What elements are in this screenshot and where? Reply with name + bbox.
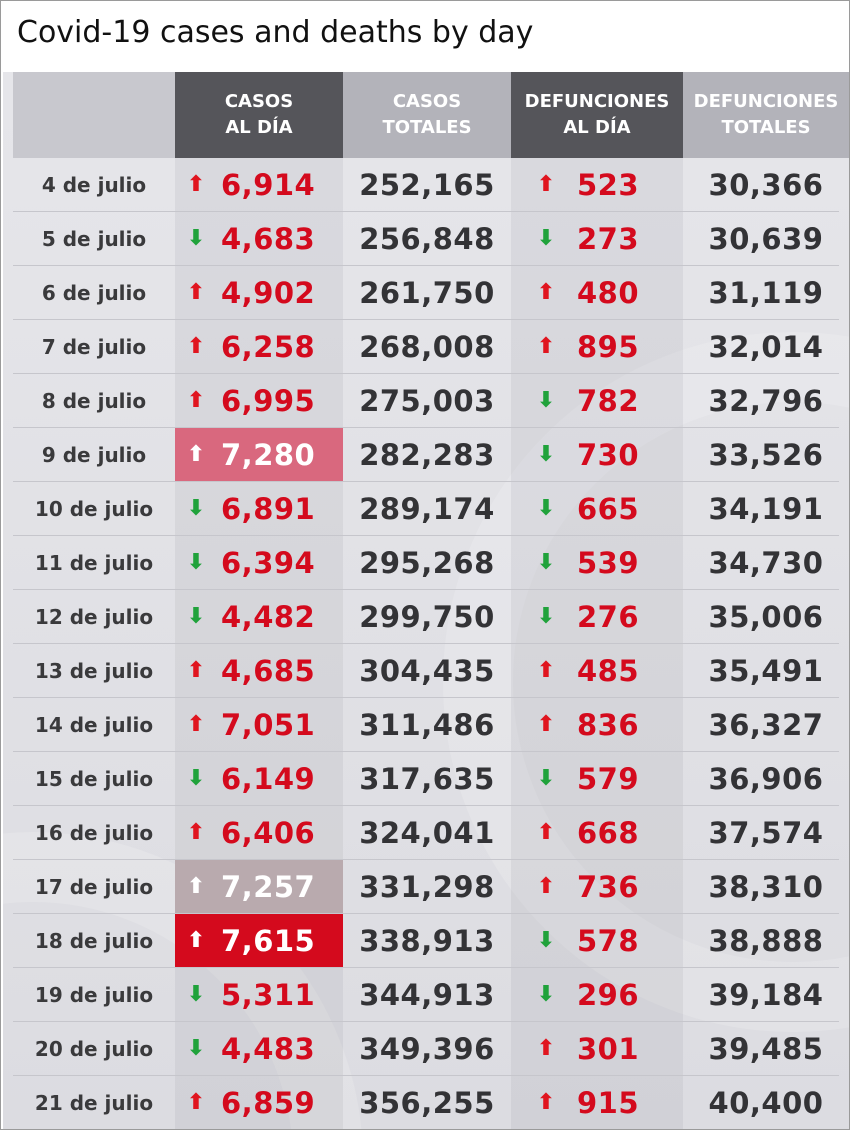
row-date: 5 de julio	[41, 227, 147, 251]
total-deaths-cell	[683, 428, 849, 482]
daily-deaths-value: 668	[577, 815, 640, 850]
daily-cases-cell	[181, 590, 343, 643]
daily-cases-value: 5,311	[221, 977, 316, 1012]
total-cases-cell	[343, 320, 511, 374]
daily-cases-cell	[175, 860, 343, 913]
total-cases-cell	[343, 1022, 511, 1076]
table-row	[3, 644, 849, 698]
arrow-down-icon: ⬇	[536, 388, 556, 413]
total-deaths-cell	[683, 320, 849, 374]
arrow-down-icon: ⬇	[186, 766, 206, 791]
daily-deaths-value: 301	[577, 1031, 640, 1066]
arrow-down-icon: ⬇	[186, 604, 206, 629]
arrow-up-icon: ⬆	[536, 280, 556, 305]
total-deaths-value: 32,796	[708, 384, 824, 418]
arrow-up-icon: ⬆	[536, 1090, 556, 1115]
daily-deaths-cell	[531, 536, 683, 589]
daily-deaths-value: 836	[577, 707, 640, 742]
total-deaths-cell	[683, 968, 849, 1022]
arrow-down-icon: ⬇	[536, 550, 556, 575]
row-date: 9 de julio	[41, 443, 147, 467]
daily-deaths-cell	[531, 590, 683, 643]
total-cases-value: 331,298	[359, 870, 495, 904]
daily-cases-value: 6,891	[221, 491, 316, 526]
daily-cases-value: 4,685	[221, 653, 316, 688]
total-deaths-value: 38,310	[708, 870, 824, 904]
arrow-down-icon: ⬇	[186, 982, 206, 1007]
total-cases-value: 356,255	[359, 1086, 495, 1120]
total-deaths-value: 36,906	[708, 762, 824, 796]
total-deaths-value: 35,491	[708, 654, 824, 688]
total-cases-value: 311,486	[359, 708, 495, 742]
row-date: 18 de julio	[34, 929, 154, 953]
table-row	[3, 158, 849, 212]
total-cases-value: 324,041	[359, 816, 495, 850]
total-deaths-cell	[683, 482, 849, 536]
total-deaths-cell	[683, 590, 849, 644]
row-date: 15 de julio	[34, 767, 154, 791]
daily-cases-cell	[181, 320, 343, 373]
daily-cases-value: 4,683	[221, 221, 316, 256]
arrow-up-icon: ⬆	[536, 658, 556, 683]
arrow-up-icon: ⬆	[536, 820, 556, 845]
total-deaths-cell	[683, 1076, 849, 1129]
daily-cases-value: 6,258	[221, 329, 316, 364]
table-row	[3, 914, 849, 968]
row-date: 14 de julio	[34, 713, 154, 737]
total-deaths-cell	[683, 752, 849, 806]
total-deaths-value: 39,184	[708, 978, 824, 1012]
daily-deaths-cell	[531, 482, 683, 535]
daily-deaths-value: 736	[577, 869, 640, 904]
daily-cases-cell	[181, 698, 343, 751]
table-row	[3, 212, 849, 266]
daily-deaths-value: 480	[577, 275, 640, 310]
arrow-down-icon: ⬇	[536, 442, 556, 467]
daily-cases-cell	[181, 212, 343, 265]
total-cases-cell	[343, 644, 511, 698]
table-row	[3, 806, 849, 860]
total-deaths-value: 37,574	[708, 816, 824, 850]
total-deaths-value: 35,006	[708, 600, 824, 634]
total-deaths-cell	[683, 266, 849, 320]
daily-cases-value: 6,995	[221, 383, 316, 418]
daily-cases-cell	[181, 968, 343, 1021]
daily-deaths-cell	[531, 212, 683, 265]
total-cases-cell	[343, 266, 511, 320]
daily-cases-value: 7,280	[221, 437, 316, 472]
daily-deaths-value: 915	[577, 1085, 640, 1120]
table-row	[3, 536, 849, 590]
daily-deaths-cell	[531, 1076, 683, 1129]
daily-deaths-cell	[531, 266, 683, 319]
table-row	[3, 590, 849, 644]
daily-deaths-value: 665	[577, 491, 640, 526]
total-cases-cell	[343, 590, 511, 644]
daily-deaths-value: 523	[577, 167, 640, 202]
total-deaths-value: 31,119	[708, 276, 824, 310]
daily-cases-value: 6,406	[221, 815, 316, 850]
table-row	[3, 320, 849, 374]
total-deaths-cell	[683, 158, 849, 212]
arrow-up-icon: ⬆	[186, 658, 206, 683]
total-cases-value: 349,396	[359, 1032, 495, 1066]
daily-cases-cell	[181, 536, 343, 589]
daily-deaths-cell	[531, 320, 683, 373]
daily-cases-value: 6,394	[221, 545, 316, 580]
daily-deaths-cell	[531, 428, 683, 481]
row-date: 4 de julio	[41, 173, 147, 197]
daily-deaths-cell	[531, 158, 683, 211]
total-cases-value: 344,913	[359, 978, 495, 1012]
daily-deaths-value: 579	[577, 761, 640, 796]
total-cases-value: 295,268	[359, 546, 495, 580]
arrow-up-icon: ⬆	[186, 928, 206, 953]
column-header-casos-totales: CASOS TOTALES	[343, 72, 511, 158]
arrow-up-icon: ⬆	[186, 712, 206, 737]
arrow-up-icon: ⬆	[186, 820, 206, 845]
total-cases-cell	[343, 536, 511, 590]
row-date: 20 de julio	[34, 1037, 154, 1061]
total-cases-value: 275,003	[359, 384, 495, 418]
daily-deaths-cell	[531, 698, 683, 751]
row-date: 6 de julio	[41, 281, 147, 305]
table-row	[3, 374, 849, 428]
arrow-down-icon: ⬇	[186, 550, 206, 575]
total-cases-cell	[343, 860, 511, 914]
total-cases-value: 252,165	[359, 168, 495, 202]
total-deaths-cell	[683, 374, 849, 428]
daily-cases-value: 4,483	[221, 1031, 316, 1066]
total-cases-cell	[343, 806, 511, 860]
total-deaths-cell	[683, 806, 849, 860]
row-date: 10 de julio	[34, 497, 154, 521]
page-title: Covid-19 cases and deaths by day	[17, 15, 534, 50]
total-cases-cell	[343, 968, 511, 1022]
daily-deaths-cell	[531, 752, 683, 805]
daily-cases-cell	[181, 158, 343, 211]
data-table	[3, 72, 849, 1129]
total-cases-value: 338,913	[359, 924, 495, 958]
arrow-down-icon: ⬇	[536, 226, 556, 251]
column-header-date	[13, 72, 175, 158]
arrow-down-icon: ⬇	[536, 604, 556, 629]
total-cases-cell	[343, 158, 511, 212]
daily-cases-cell	[181, 806, 343, 859]
row-date: 19 de julio	[34, 983, 154, 1007]
table-row	[3, 1022, 849, 1076]
total-deaths-value: 38,888	[708, 924, 824, 958]
daily-deaths-cell	[531, 374, 683, 427]
total-deaths-cell	[683, 860, 849, 914]
total-cases-value: 268,008	[359, 330, 495, 364]
daily-cases-cell	[181, 266, 343, 319]
total-cases-value: 317,635	[359, 762, 495, 796]
daily-cases-value: 6,914	[221, 167, 316, 202]
row-date: 13 de julio	[34, 659, 154, 683]
arrow-down-icon: ⬇	[186, 496, 206, 521]
arrow-up-icon: ⬆	[186, 442, 206, 467]
daily-deaths-cell	[531, 860, 683, 913]
daily-deaths-value: 276	[577, 599, 640, 634]
row-date: 21 de julio	[34, 1091, 154, 1115]
total-deaths-cell	[683, 212, 849, 266]
total-deaths-cell	[683, 698, 849, 752]
daily-cases-cell	[181, 374, 343, 427]
total-cases-value: 304,435	[359, 654, 495, 688]
daily-deaths-value: 539	[577, 545, 640, 580]
column-header-def-dia: DEFUNCIONES AL DÍA	[511, 72, 683, 158]
total-deaths-value: 30,366	[708, 168, 824, 202]
arrow-down-icon: ⬇	[536, 928, 556, 953]
daily-deaths-value: 296	[577, 977, 640, 1012]
table-row	[3, 266, 849, 320]
total-deaths-cell	[683, 536, 849, 590]
daily-cases-value: 6,149	[221, 761, 316, 796]
column-header-def-totales: DEFUNCIONES TOTALES	[683, 72, 849, 158]
daily-cases-value: 7,257	[221, 869, 316, 904]
daily-deaths-value: 730	[577, 437, 640, 472]
arrow-down-icon: ⬇	[536, 766, 556, 791]
daily-deaths-value: 578	[577, 923, 640, 958]
total-deaths-cell	[683, 644, 849, 698]
total-deaths-cell	[683, 914, 849, 968]
table-row	[3, 1076, 849, 1129]
total-deaths-value: 39,485	[708, 1032, 824, 1066]
arrow-up-icon: ⬆	[536, 172, 556, 197]
total-cases-cell	[343, 482, 511, 536]
table-row	[3, 482, 849, 536]
daily-cases-value: 7,051	[221, 707, 316, 742]
arrow-up-icon: ⬆	[536, 712, 556, 737]
total-deaths-value: 36,327	[708, 708, 824, 742]
total-cases-cell	[343, 212, 511, 266]
total-cases-cell	[343, 752, 511, 806]
daily-cases-cell	[181, 644, 343, 697]
arrow-up-icon: ⬆	[186, 172, 206, 197]
daily-cases-cell	[181, 1022, 343, 1075]
daily-cases-value: 7,615	[221, 923, 316, 958]
arrow-up-icon: ⬆	[536, 1036, 556, 1061]
table-row	[3, 698, 849, 752]
arrow-up-icon: ⬆	[186, 874, 206, 899]
table-row	[3, 428, 849, 482]
row-date: 17 de julio	[34, 875, 154, 899]
daily-deaths-cell	[531, 644, 683, 697]
total-cases-cell	[343, 374, 511, 428]
table-row	[3, 860, 849, 914]
total-deaths-value: 34,191	[708, 492, 824, 526]
arrow-up-icon: ⬆	[186, 388, 206, 413]
total-cases-cell	[343, 698, 511, 752]
daily-cases-value: 6,859	[221, 1085, 316, 1120]
daily-cases-value: 4,902	[221, 275, 316, 310]
arrow-down-icon: ⬇	[536, 496, 556, 521]
column-header-casos-dia: CASOS AL DÍA	[175, 72, 343, 158]
table-row	[3, 968, 849, 1022]
arrow-down-icon: ⬇	[186, 1036, 206, 1061]
row-date: 16 de julio	[34, 821, 154, 845]
row-date: 8 de julio	[41, 389, 147, 413]
arrow-up-icon: ⬆	[536, 874, 556, 899]
total-deaths-cell	[683, 1022, 849, 1076]
row-date: 11 de julio	[34, 551, 154, 575]
total-cases-value: 299,750	[359, 600, 495, 634]
total-deaths-value: 30,639	[708, 222, 824, 256]
arrow-up-icon: ⬆	[536, 334, 556, 359]
arrow-down-icon: ⬇	[536, 982, 556, 1007]
table-row	[3, 752, 849, 806]
daily-cases-cell	[175, 914, 343, 967]
arrow-up-icon: ⬆	[186, 1090, 206, 1115]
arrow-up-icon: ⬆	[186, 280, 206, 305]
daily-deaths-value: 485	[577, 653, 640, 688]
daily-cases-cell	[181, 752, 343, 805]
total-cases-value: 256,848	[359, 222, 495, 256]
daily-deaths-value: 273	[577, 221, 640, 256]
daily-deaths-cell	[531, 1022, 683, 1075]
daily-cases-cell	[181, 482, 343, 535]
daily-deaths-value: 895	[577, 329, 640, 364]
total-cases-value: 261,750	[359, 276, 495, 310]
daily-deaths-cell	[531, 968, 683, 1021]
daily-cases-cell	[175, 428, 343, 481]
total-deaths-value: 40,400	[708, 1086, 824, 1120]
arrow-down-icon: ⬇	[186, 226, 206, 251]
arrow-up-icon: ⬆	[186, 334, 206, 359]
row-date: 12 de julio	[34, 605, 154, 629]
total-deaths-value: 33,526	[708, 438, 824, 472]
total-cases-cell	[343, 428, 511, 482]
total-cases-value: 282,283	[359, 438, 495, 472]
total-cases-cell	[343, 914, 511, 968]
total-deaths-value: 32,014	[708, 330, 824, 364]
total-cases-cell	[343, 1076, 511, 1129]
row-date: 7 de julio	[41, 335, 147, 359]
daily-cases-value: 4,482	[221, 599, 316, 634]
total-cases-value: 289,174	[359, 492, 495, 526]
daily-cases-cell	[181, 1076, 343, 1129]
daily-deaths-value: 782	[577, 383, 640, 418]
daily-deaths-cell	[531, 914, 683, 967]
daily-deaths-cell	[531, 806, 683, 859]
total-deaths-value: 34,730	[708, 546, 824, 580]
